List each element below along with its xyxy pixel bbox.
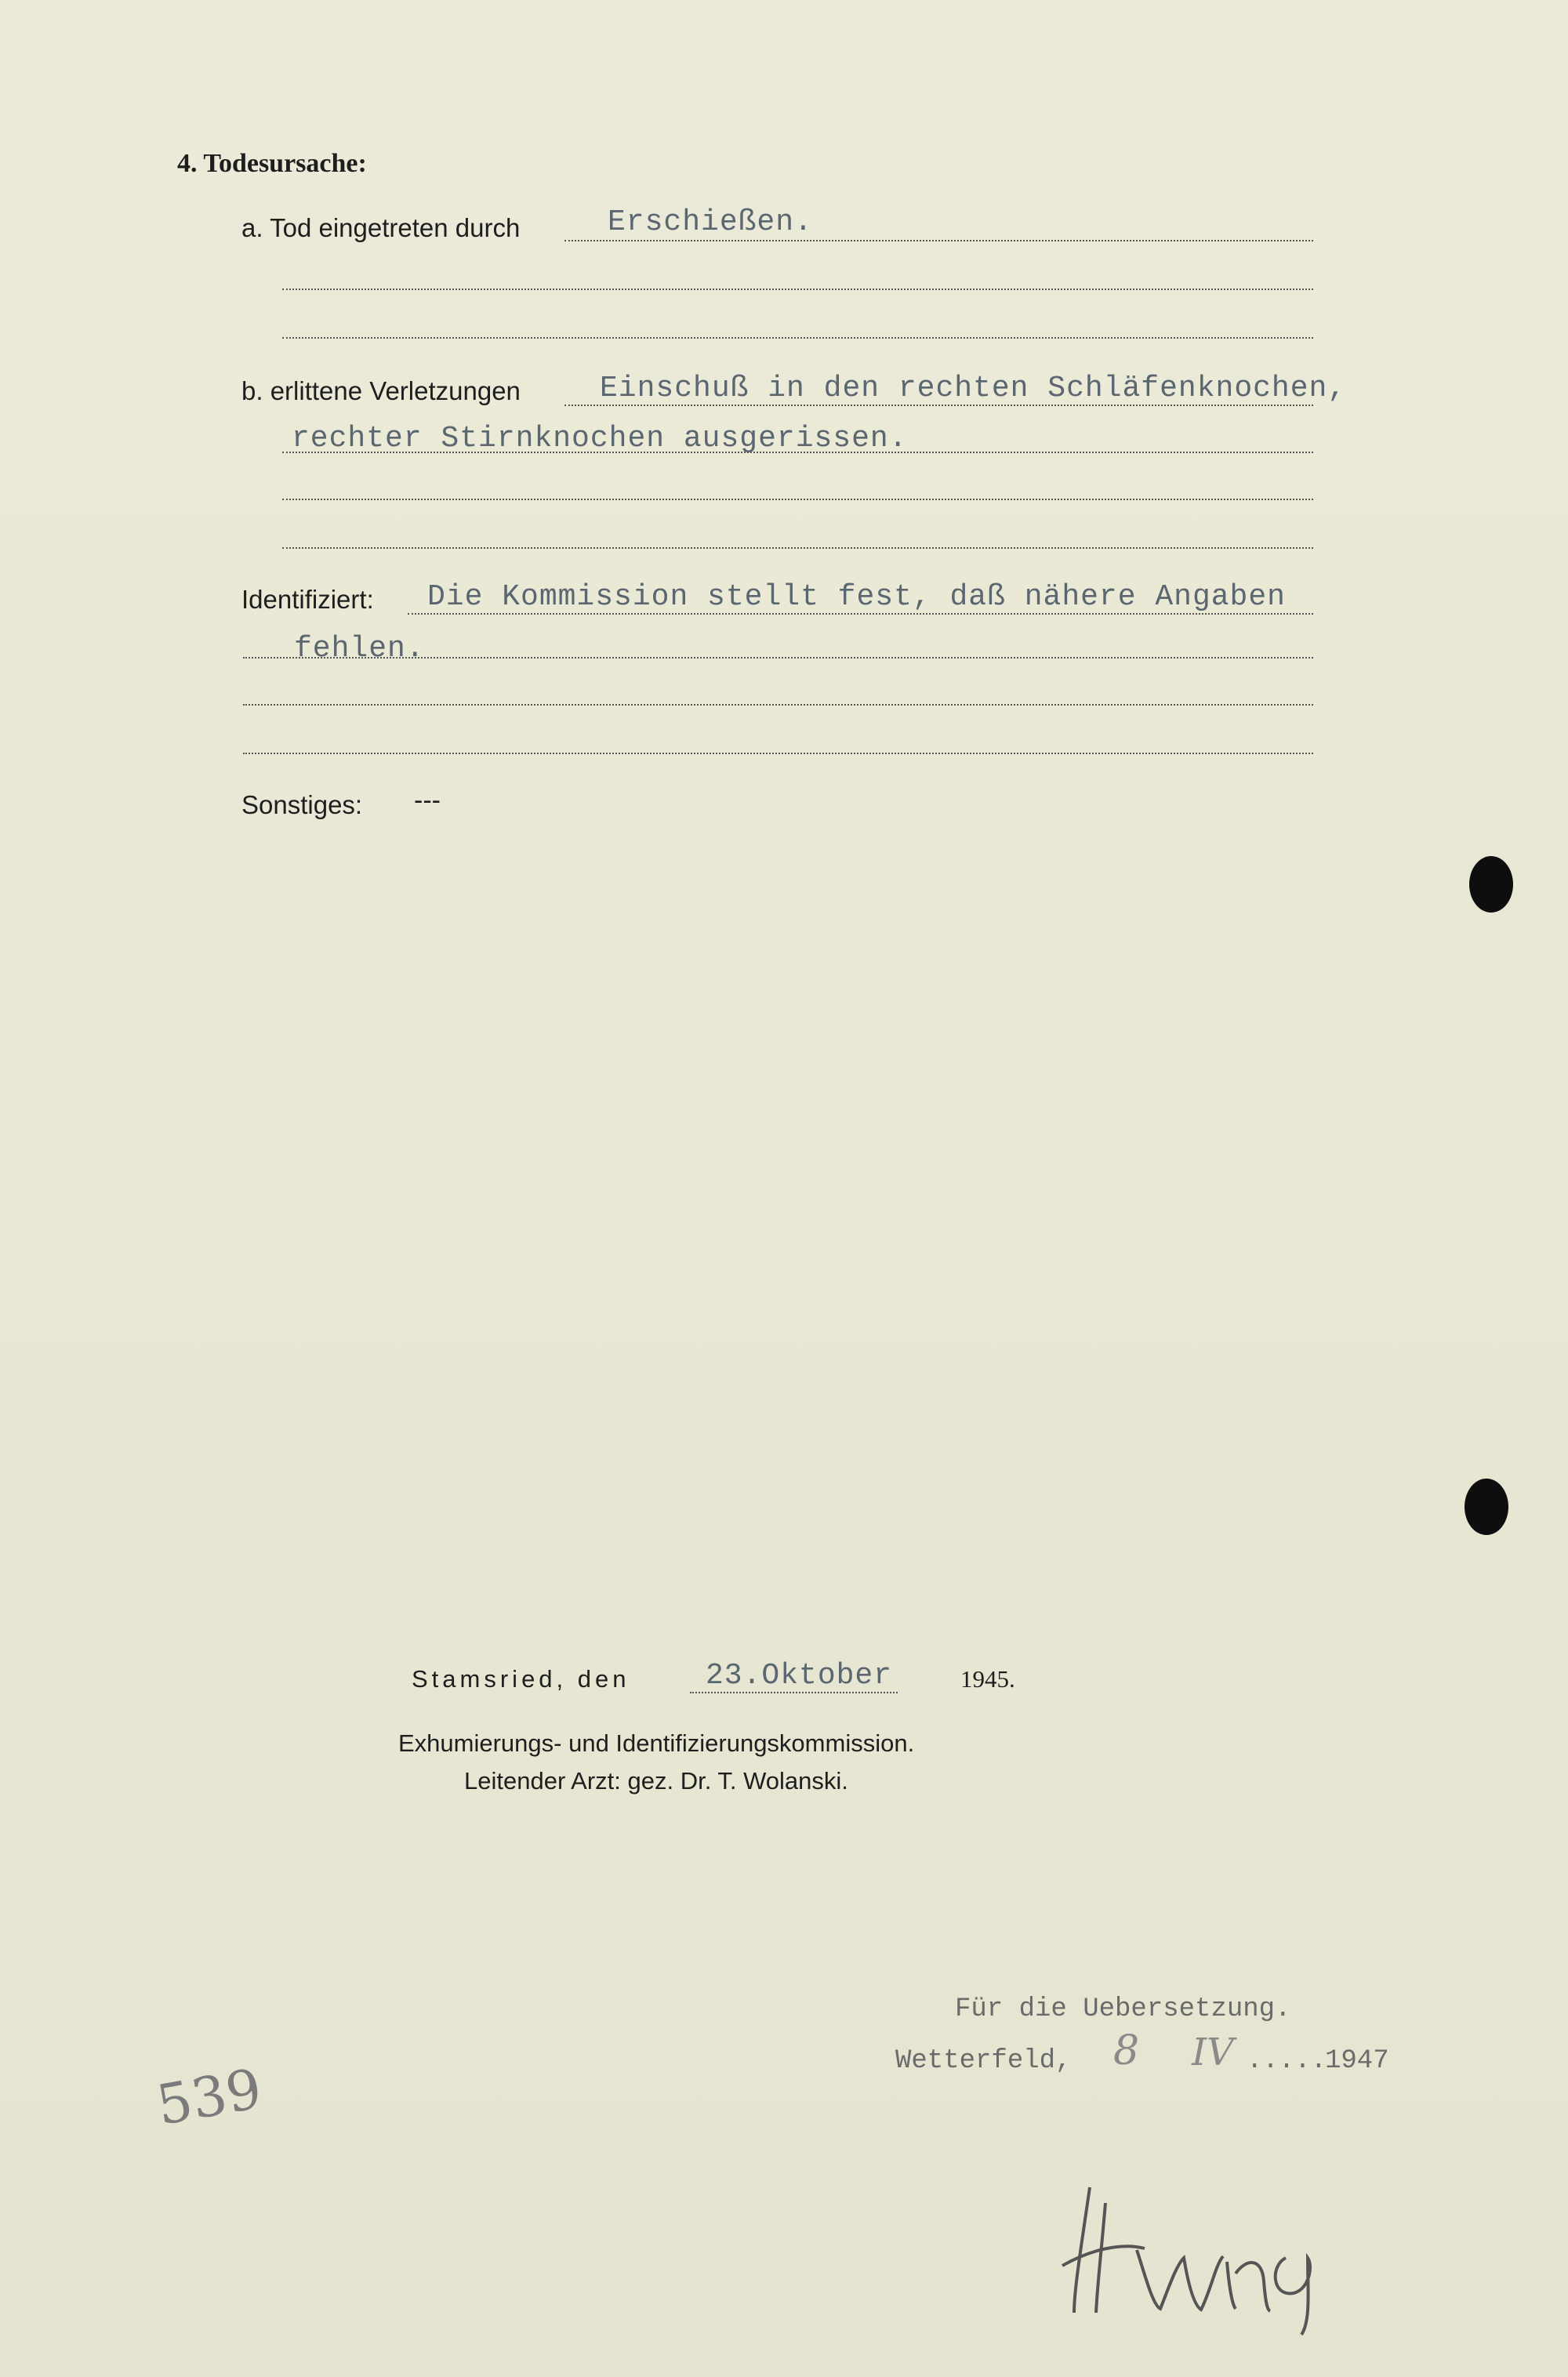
injuries-value-line2: rechter Stirnknochen ausgerissen. [292, 422, 908, 455]
identified-line [243, 657, 1313, 659]
translation-note-dots: ..... [1247, 2046, 1327, 2076]
punch-hole [1465, 1479, 1508, 1535]
translation-note-year: 1947 [1325, 2046, 1389, 2076]
death-cause-line [564, 240, 1313, 241]
doctor-name: Leitender Arzt: gez. Dr. T. Wolanski. [464, 1767, 848, 1795]
date-line [690, 1692, 898, 1693]
blank-line [282, 337, 1313, 339]
punch-hole [1469, 856, 1513, 913]
blank-line [243, 753, 1313, 754]
identified-value-line2: fehlen. [294, 632, 425, 666]
translation-note-day: 8 [1113, 2027, 1140, 2074]
translation-note-month: IV [1192, 2030, 1234, 2074]
section-heading: 4. Todesursache: [177, 149, 367, 178]
signature-image [1058, 2156, 1372, 2336]
death-cause-label: a. Tod eingetreten durch [241, 213, 521, 242]
date-value: 23.Oktober [706, 1659, 893, 1693]
blank-line [243, 704, 1313, 706]
year-value: 1945. [960, 1665, 1015, 1693]
translation-note-line1: Für die Uebersetzung. [955, 1994, 1291, 2024]
other-label: Sonstiges: [241, 790, 363, 819]
injuries-line [282, 452, 1313, 453]
other-value: --- [414, 786, 441, 815]
blank-line [282, 547, 1313, 549]
identified-value-line1: Die Kommission stellt fest, daß nähere Angaben [427, 580, 1286, 614]
commission-name: Exhumierungs- und Identifizierungskommission. [398, 1729, 915, 1757]
identified-label: Identifiziert: [241, 585, 374, 614]
blank-line [282, 499, 1313, 500]
injuries-label: b. erlittene Verletzungen [241, 376, 521, 405]
death-cause-value: Erschießen. [608, 205, 813, 239]
identified-line [408, 613, 1313, 615]
translation-note-prefix: Wetterfeld, [895, 2046, 1072, 2076]
blank-line [282, 289, 1313, 290]
page-number: 539 [151, 2056, 267, 2138]
injuries-line [564, 405, 1313, 406]
place-prefix: Stamsried, den [412, 1665, 630, 1693]
injuries-value-line1: Einschuß in den rechten Schläfenknochen, [600, 372, 1347, 405]
